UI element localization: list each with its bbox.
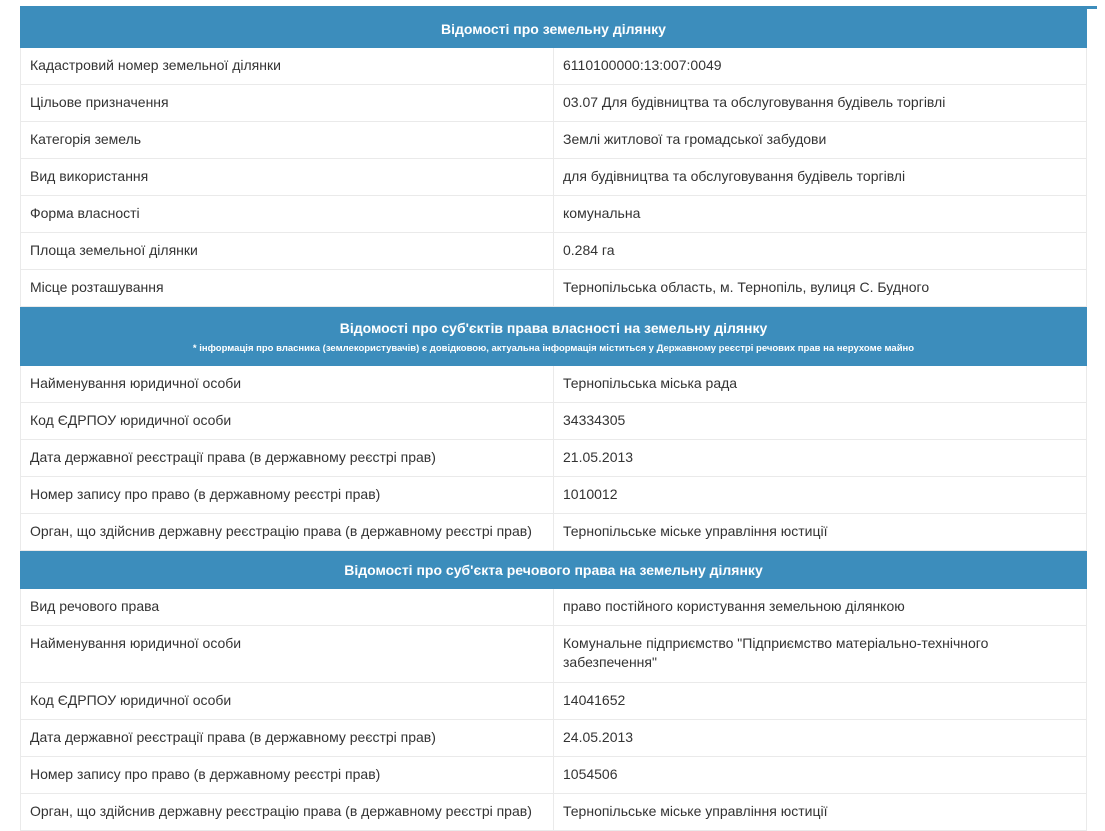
table-row [21,589,1087,626]
row-value: Землі житлової та громадської забудови [554,122,1087,159]
row-label: Орган, що здійснив державну реєстрацію права (в державному реєстрі прав) [21,794,554,831]
row-label: Код ЄДРПОУ юридичної особи [21,683,554,720]
row-label: Кадастровий номер земельної ділянки [21,48,554,85]
row-value: 1010012 [554,477,1087,514]
row-value: комунальна [554,196,1087,233]
section-header-land-plot [21,10,1087,48]
table-row [21,477,1087,514]
row-label: Дата державної реєстрації права (в державному реєстрі прав) [21,720,554,757]
row-label: Найменування юридичної особи [21,626,554,683]
row-value: 1054506 [554,757,1087,794]
row-value: 34334305 [554,403,1087,440]
table-row [21,403,1087,440]
row-value: Тернопільська область, м. Тернопіль, вулиця С. Будного [554,270,1087,307]
row-value: право постійного користування земельною ділянкою [554,589,1087,626]
table-row [21,122,1087,159]
row-value: 24.05.2013 [554,720,1087,757]
row-label: Категорія земель [21,122,554,159]
row-value: 14041652 [554,683,1087,720]
row-value: Тернопільське міське управління юстиції [554,794,1087,831]
table-row [21,366,1087,403]
row-label: Форма власності [21,196,554,233]
row-value: для будівництва та обслуговування будівель торгівлі [554,159,1087,196]
section-title: Відомості про суб'єктів права власності на земельну ділянку [339,320,768,336]
row-label: Місце розташування [21,270,554,307]
table-row [21,233,1087,270]
table-row [21,626,1087,683]
row-value: Комунальне підприємство "Підприємство матеріально-технічного забезпечення" [554,626,1087,683]
row-value: Тернопільська міська рада [554,366,1087,403]
section-header-cell [21,307,1087,366]
table-row [21,159,1087,196]
row-label: Найменування юридичної особи [21,366,554,403]
row-label: Дата державної реєстрації права (в державному реєстрі прав) [21,440,554,477]
table-row [21,514,1087,551]
table-row [21,196,1087,233]
land-info-table [20,9,1087,831]
section-header-real-right [21,551,1087,589]
row-label: Цільове призначення [21,85,554,122]
row-value: Тернопільське міське управління юстиції [554,514,1087,551]
row-label: Номер запису про право (в державному реєстрі прав) [21,757,554,794]
row-label: Вид речового права [21,589,554,626]
row-label: Номер запису про право (в державному реєстрі прав) [21,477,554,514]
row-label: Вид використання [21,159,554,196]
row-value: 21.05.2013 [554,440,1087,477]
table-row [21,270,1087,307]
table-row [21,440,1087,477]
row-label: Площа земельної ділянки [21,233,554,270]
land-info-panel [20,6,1097,831]
table-row [21,757,1087,794]
section-title: Відомості про земельну ділянку [21,10,1087,48]
section-header-ownership [21,307,1087,366]
row-value: 0.284 га [554,233,1087,270]
table-row [21,683,1087,720]
row-label: Орган, що здійснив державну реєстрацію права (в державному реєстрі прав) [21,514,554,551]
table-row [21,794,1087,831]
table-row [21,720,1087,757]
row-value: 6110100000:13:007:0049 [554,48,1087,85]
table-row [21,48,1087,85]
row-label: Код ЄДРПОУ юридичної особи [21,403,554,440]
table-row [21,85,1087,122]
section-note: * інформація про власника (землекористувачів) є довідковою, актуальна інформація міститься у Державному реєстрі речових прав на нерухоме майно [192,343,915,354]
section-title: Відомості про суб'єкта речового права на земельну ділянку [21,551,1087,589]
row-value: 03.07 Для будівництва та обслуговування будівель торгівлі [554,85,1087,122]
